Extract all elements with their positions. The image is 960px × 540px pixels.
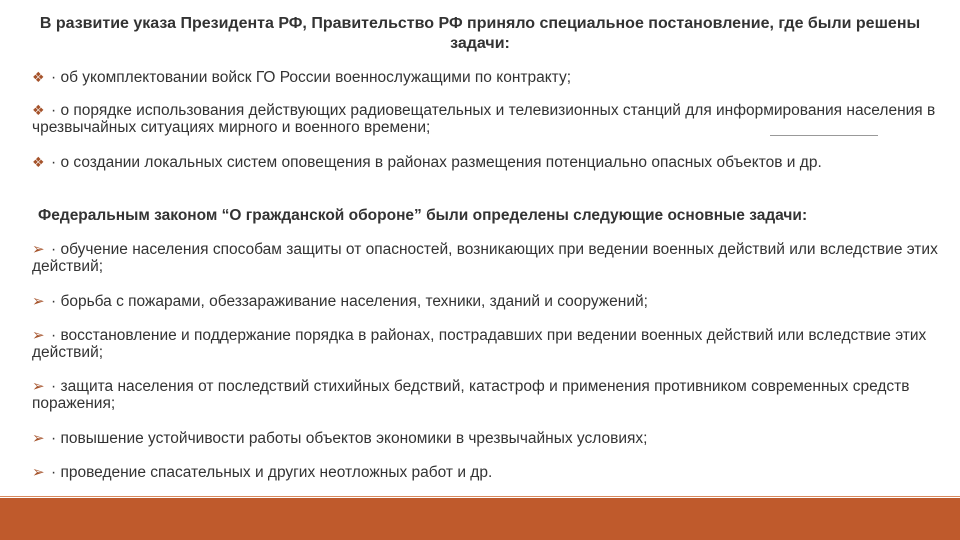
list-item-text: · повышение устойчивости работы объектов экономики в чрезвычайных условиях; bbox=[51, 430, 648, 447]
arrow-bullet-icon: ➢ bbox=[32, 378, 45, 395]
list-item-text: · борьба с пожарами, обеззараживание населения, техники, зданий и сооружений; bbox=[51, 293, 648, 310]
arrow-bullet-icon: ➢ bbox=[32, 327, 45, 344]
list-item-arrow-2 bbox=[32, 293, 942, 310]
arrow-bullet-icon: ➢ bbox=[32, 464, 45, 481]
section-subheading: Федеральным законом “О гражданской обороне” были определены следующие основные задачи: bbox=[38, 207, 808, 224]
arrow-bullet-icon: ➢ bbox=[32, 241, 45, 258]
list-item-text: · защита населения от последствий стихийных бедствий, катастроф и применения противником современных средств поражения; bbox=[32, 378, 910, 412]
list-item-text: · проведение спасательных и других неотложных работ и др. bbox=[51, 464, 493, 481]
list-item-text: · обучение населения способам защиты от опасностей, возникающих при ведении военных действий или вследствие этих действий; bbox=[32, 241, 938, 275]
diamond-bullet-icon: ❖ bbox=[32, 69, 45, 85]
list-item-diamond-3 bbox=[32, 154, 942, 171]
diamond-bullet-icon: ❖ bbox=[32, 102, 45, 118]
list-item-arrow-3 bbox=[32, 327, 942, 361]
list-item-arrow-6 bbox=[32, 464, 942, 481]
list-item-text: · о создании локальных систем оповещения в районах размещения потенциально опасных объектов и др. bbox=[51, 154, 822, 171]
list-item-text: · восстановление и поддержание порядка в районах, пострадавших при ведении военных действий или вследствие этих действий; bbox=[32, 327, 927, 361]
footer-bar bbox=[0, 498, 960, 540]
list-item-text: · о порядке использования действующих радиовещательных и телевизионных станций для информирования населения в чрезвычайных ситуациях мирного и военного времени; bbox=[32, 102, 936, 136]
list-item-arrow-1 bbox=[32, 241, 942, 275]
list-item-text: · об укомплектовании войск ГО России военнослужащими по контракту; bbox=[51, 69, 571, 86]
list-item-diamond-2 bbox=[32, 102, 942, 136]
diamond-bullet-icon: ❖ bbox=[32, 154, 45, 170]
arrow-bullet-icon: ➢ bbox=[32, 430, 45, 447]
underline-rule bbox=[770, 135, 878, 136]
list-item-arrow-4 bbox=[32, 378, 942, 412]
footer-divider bbox=[0, 496, 960, 497]
arrow-bullet-icon: ➢ bbox=[32, 293, 45, 310]
list-item-arrow-5 bbox=[32, 430, 942, 447]
list-item-diamond-1 bbox=[32, 69, 942, 86]
slide-heading: В развитие указа Президента РФ, Правительство РФ приняло специальное постановление, где были решены задачи: bbox=[39, 15, 921, 52]
